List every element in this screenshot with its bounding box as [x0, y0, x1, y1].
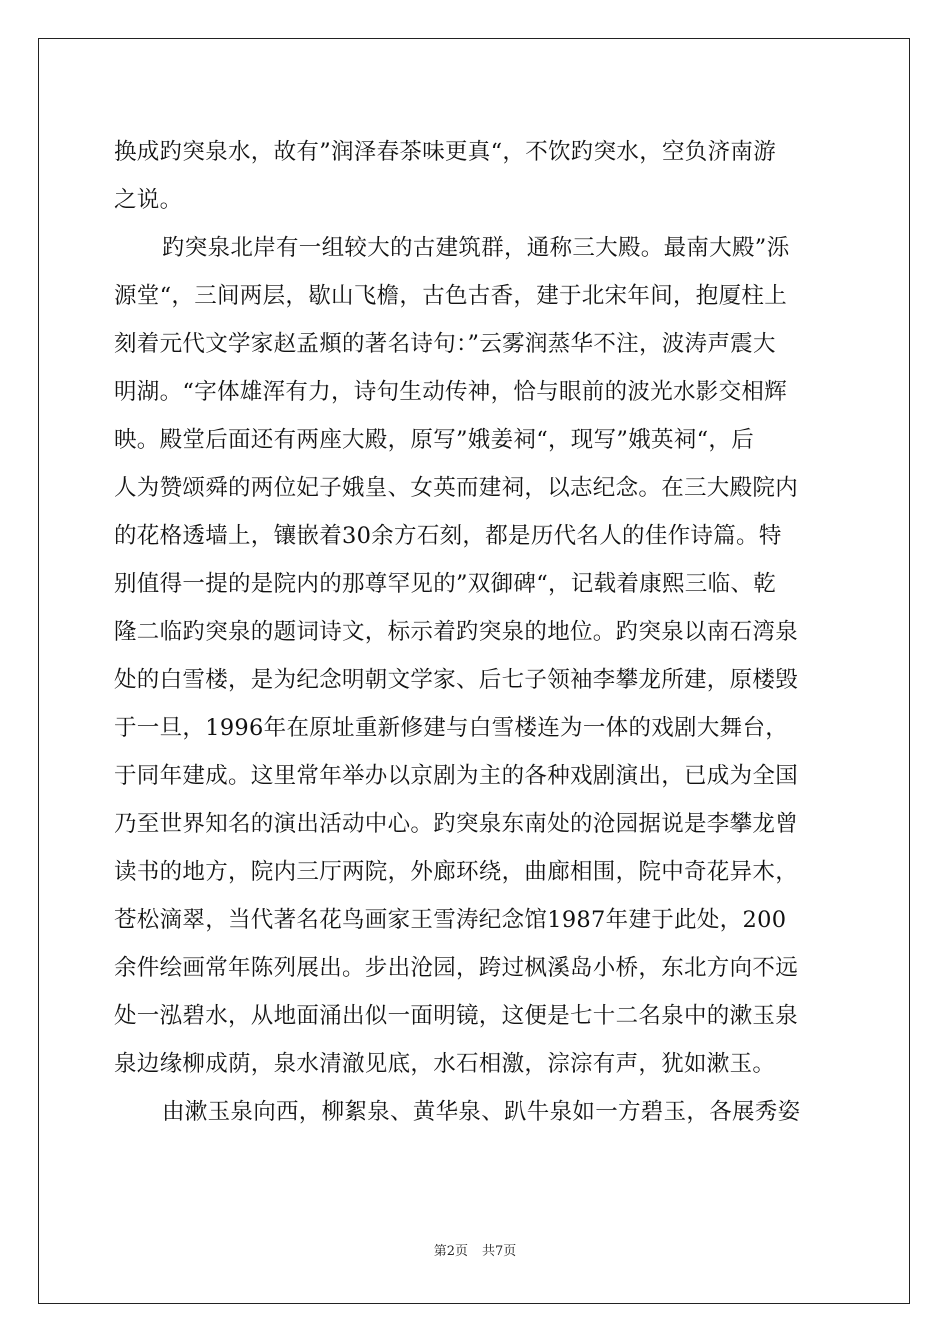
text-line: 源堂“，三间两层，歇山飞檐，古色古香，建于北宋年间，抱厦柱上 [114, 283, 788, 309]
text-line: 隆二临趵突泉的题词诗文，标示着趵突泉的地位。趵突泉以南石湾泉 [114, 619, 799, 645]
page-footer [0, 1240, 950, 1259]
text-line: 苍松滴翠，当代著名花鸟画家王雪涛纪念馆1987年建于此处，200 [114, 907, 787, 933]
text-line: 余件绘画常年陈列展出。步出沧园，跨过枫溪岛小桥，东北方向不远 [114, 955, 799, 981]
text-line: 处的白雪楼，是为纪念明朝文学家、后七子领袖李攀龙所建，原楼毁 [114, 667, 799, 693]
text-line: 泉边缘柳成荫，泉水清澈见底，水石相激，淙淙有声，犹如漱玉。 [114, 1051, 776, 1077]
text-line: 于一旦，1996年在原址重新修建与白雪楼连为一体的戏剧大舞台， [114, 715, 789, 741]
text-line: 读书的地方，院内三厅两院，外廊环绕，曲廊相围，院中奇花异木， [114, 859, 799, 885]
document-body [114, 128, 834, 1136]
text-line: 换成趵突泉水，故有”润泽春茶味更真“，不饮趵突水，空负济南游 [114, 139, 777, 165]
text-line: 别值得一提的是院内的那尊罕见的”双御碑“，记载着康熙三临、乾 [114, 571, 777, 597]
text-line: 人为赞颂舜的两位妃子娥皇、女英而建祠，以志纪念。在三大殿院内 [114, 475, 799, 501]
text-line: 由漱玉泉向西，柳絮泉、黄华泉、趴牛泉如一方碧玉，各展秀姿 [162, 1099, 801, 1125]
text-line: 映。殿堂后面还有两座大殿，原写”娥姜祠“，现写”娥英祠“，后 [114, 427, 755, 453]
text-line: 明湖。“字体雄浑有力，诗句生动传神，恰与眼前的波光水影交相辉 [114, 379, 788, 405]
text-line: 趵突泉北岸有一组较大的古建筑群，通称三大殿。最南大殿”泺 [162, 235, 790, 261]
text-line: 刻着元代文学家赵孟頫的著名诗句：”云雾润蒸华不注，波涛声震大 [114, 331, 776, 357]
page-total: 共7页 [482, 1244, 517, 1259]
text-line: 之说。 [114, 187, 183, 213]
page-number: 第2页 [433, 1244, 468, 1259]
text-line: 的花格透墙上，镶嵌着30余方石刻，都是历代名人的佳作诗篇。特 [114, 523, 782, 549]
text-line: 乃至世界知名的演出活动中心。趵突泉东南处的沧园据说是李攀龙曾 [114, 811, 799, 837]
text-line: 处一泓碧水，从地面涌出似一面明镜，这便是七十二名泉中的漱玉泉 [114, 1003, 799, 1029]
text-line: 于同年建成。这里常年举办以京剧为主的各种戏剧演出，已成为全国 [114, 763, 799, 789]
